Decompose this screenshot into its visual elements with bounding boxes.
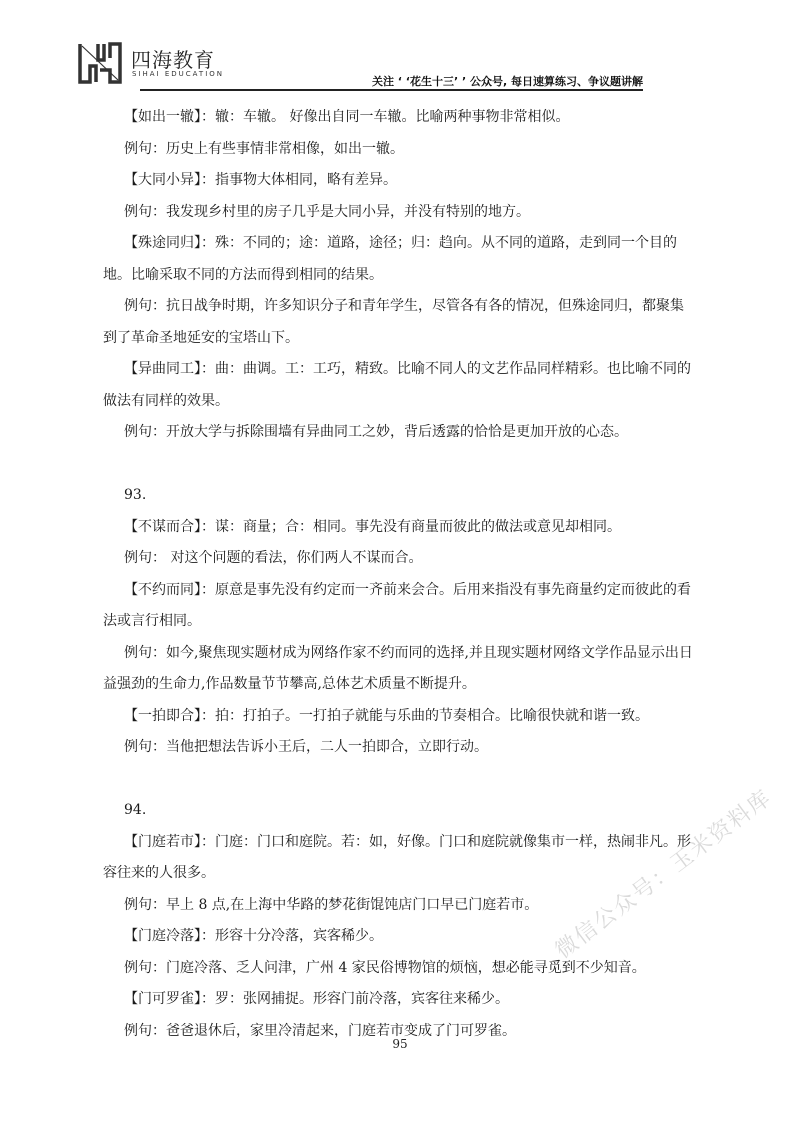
page-number: 95 bbox=[392, 1037, 408, 1051]
idiom-definition: 【异曲同工】：曲：曲调。工：工巧，精致。比喻不同人的文艺作品同样精彩。也比喻不同的做法有同样的效果。 bbox=[103, 361, 691, 409]
sihai-logo-icon bbox=[76, 40, 124, 86]
idiom-definition: 【殊途同归】：殊：不同的；途：道路，途径；归：趋向。从不同的道路，走到同一个目的地。比喻采取不同的方法而得到相同的结果。 bbox=[103, 235, 677, 283]
brand-name: 四海教育 bbox=[131, 48, 215, 72]
idiom-definition: 【大同小异】：指事物大体相同，略有差异。 bbox=[124, 172, 397, 188]
section-number: 93. bbox=[124, 487, 147, 503]
example-sentence: 例句：如今,聚焦现实题材成为网络作家不约而同的选择,并且现实题材网络文学作品显示出日益强劲的生命力,作品数量节节攀高,总体艺术质量不断提升。 bbox=[103, 644, 693, 692]
idiom-definition: 【不谋而合】：谋：商量；合：相同。事先没有商量而彼此的做法或意见却相同。 bbox=[124, 518, 621, 535]
brand-name-en: SIHAI EDUCATION bbox=[132, 70, 225, 78]
page-header bbox=[0, 0, 800, 100]
idiom-definition: 【门可罗雀】：罗：张网捕捉。形容门前冷落，宾客往来稀少。 bbox=[124, 991, 509, 1007]
example-sentence: 例句：早上 8 点,在上海中华路的梦花街馄饨店门口早已门庭若市。 bbox=[124, 896, 539, 913]
idiom-definition: 【一拍即合】：拍：打拍子。一打拍子就能与乐曲的节奏相合。比喻很快就和谐一致。 bbox=[124, 707, 649, 724]
idiom-definition: 【如出一辙】：辙：车辙。 好像出自同一车辙。比喻两种事物非常相似。 bbox=[124, 109, 570, 125]
example-sentence: 例句：我发现乡村里的房子几乎是大同小异，并没有特别的地方。 bbox=[124, 203, 530, 220]
watermark: 微信公众号：玉米资料库 bbox=[551, 785, 777, 964]
example-sentence: 例句：抗日战争时期，许多知识分子和青年学生，尽管各有各的情况，但殊途同归，都聚集到了革命圣地延安的宝塔山下。 bbox=[103, 298, 684, 346]
example-sentence: 例句：开放大学与拆除围墙有异曲同工之妙，背后透露的恰恰是更加开放的心态。 bbox=[124, 424, 628, 440]
spacer bbox=[103, 764, 697, 796]
section-number: 94. bbox=[124, 802, 147, 818]
spacer bbox=[103, 449, 697, 481]
example-sentence: 例句： 对这个问题的看法，你们两人不谋而合。 bbox=[124, 550, 423, 566]
example-sentence: 例句：爸爸退休后，家里冷清起来，门庭若市变成了门可罗雀。 bbox=[124, 1022, 516, 1039]
idiom-definition: 【门庭若市】：门庭：门口和庭院。若：如，好像。门口和庭院就像集市一样，热闹非凡。形容往来的人很多。 bbox=[103, 833, 691, 881]
example-sentence: 例句：当他把想法告诉小王后，二人一拍即合，立即行动。 bbox=[124, 739, 488, 755]
header-note: 关注 ‘ ‘花生十三’ ’ 公众号, 每日速算练习、争议题讲解 bbox=[371, 75, 643, 88]
header-divider bbox=[140, 89, 643, 91]
idiom-definition: 【不约而同】：原意是事先没有约定而一齐前来会合。后用来指没有事先商量约定而彼此的看法或言行相同。 bbox=[103, 581, 691, 629]
example-sentence: 例句：历史上有些事情非常相像，如出一辙。 bbox=[124, 140, 404, 157]
example-sentence: 例句：门庭冷落、乏人问津，广州 4 家民俗博物馆的烦恼，想必能寻觅到不少知音。 bbox=[124, 959, 646, 976]
idiom-definition: 【门庭冷落】：形容十分冷落，宾客稀少。 bbox=[124, 928, 383, 944]
